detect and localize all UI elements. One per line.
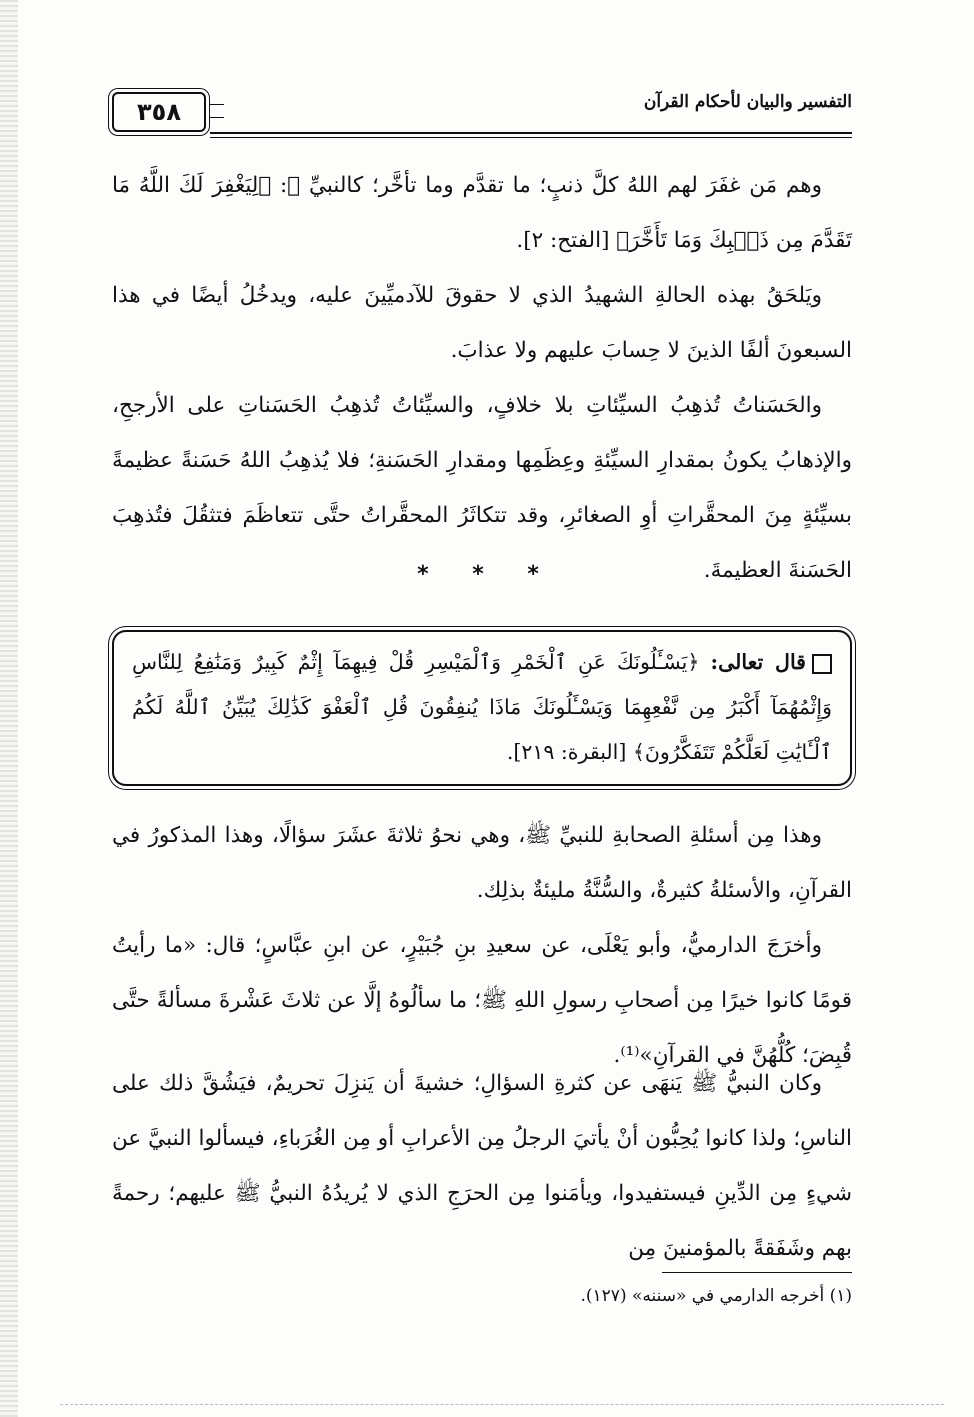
header-ornament [210, 104, 224, 118]
ornament-icon [812, 654, 832, 674]
paragraph-text: والحَسَناتُ تُذهِبُ السيِّئاتِ بلا خلافٍ، والسيِّئاتُ تُذهِبُ الحَسَناتِ على الأرجحِ، والإذهابُ يكونُ بمقدارِ السيِّئةِ وعِظَمِها ومقدارِ الحَسَنةِ؛ فلا يُذهِبُ اللهُ حَسَنةً عظيمةً بسيِّئةٍ مِنَ المحقَّراتِ أوِ الصغائرِ، وقد تتكاثَرُ المحقَّراتُ حتَّى تتعاظَمَ فتثقُلَ فتُذهِبَ الحَسَنةَ العظيمةَ. [112, 393, 852, 583]
header-rule-thin [210, 137, 852, 138]
section-separator: * * * [417, 562, 557, 587]
paragraph-text: وكان النبيُّ ﷺ يَنهَى عن كثرةِ السؤالِ؛ خشيةَ أن يَنزِلَ تحريمٌ، فيَشُقَّ ذلك على الناسِ؛ ولذا كانوا يُحِبُّون أنْ يأتيَ الرجلُ مِن الأعرابِ أو مِن الغُرَباءِ، فيسألوا النبيَّ عن شيءٍ مِن الدِّينِ فيستفيدوا، ويأمَنوا مِن الحرَجِ الذي لا يُريدُهُ النبيُّ ﷺ عليهم؛ رحمةً بهم وشَفَقةً بالمؤمنينَ مِن [112, 1071, 852, 1261]
paragraph-4 [112, 808, 852, 918]
page-number: ٣٥٨ [112, 92, 206, 132]
paragraph-2 [112, 268, 852, 378]
paragraph-6 [112, 1056, 852, 1276]
book-title: التفسير والبيان لأحكام القرآن [643, 92, 852, 112]
verse-text: ﴿يَسْـَٔلُونَكَ عَنِ ٱلْخَمْرِ وَٱلْمَيْسِرِ قُلْ فِيهِمَآ إِثْمٌ كَبِيرٌ وَمَنَٰفِعُ لِلنَّاسِ وَإِثْمُهُمَآ أَكْبَرُ مِن نَّفْعِهِمَا وَيَسْـَٔلُونَكَ مَاذَا يُنفِقُونَ قُلِ ٱلْعَفْوَ كَذَٰلِكَ يُبَيِّنُ ٱللَّهُ لَكُمُ ٱلْـَٔايَٰتِ لَعَلَّكُمْ تَتَفَكَّرُونَ﴾ [البقرة: ٢١٩]. [132, 650, 832, 764]
scan-edge [0, 0, 18, 1417]
footnote-rule [662, 1272, 852, 1273]
header-rule [210, 132, 852, 134]
verse-box [112, 630, 852, 786]
page-header [112, 92, 852, 132]
footnote: (١) أخرجه الدارمي في «سننه» (١٢٧). [580, 1286, 852, 1306]
paragraph-1 [112, 158, 852, 268]
paragraph-text: وهم مَن غفَرَ لهم اللهُ كلَّ ذنبٍ؛ ما تقدَّم وما تأخَّر؛ كالنبيِّ ﷺ: ﴿لِيَغْفِرَ لَكَ اللَّهُ مَا تَقَدَّمَ مِن ذَنۢبِكَ وَمَا تَأَخَّرَ﴾ [الفتح: ٢]. [112, 173, 852, 253]
paragraph-text: ويَلحَقُ بهذه الحالةِ الشهيدُ الذي لا حقوقَ للآدميِّينَ عليه، ويدخُلُ أيضًا في هذا السبعونَ ألفًا الذينَ لا حِسابَ عليهم ولا عذابَ. [112, 283, 852, 363]
scan-edge-bottom [60, 1404, 944, 1409]
paragraph-text: وهذا مِن أسئلةِ الصحابةِ للنبيِّ ﷺ، وهي نحوُ ثلاثةَ عشَرَ سؤالًا، وهذا المذكورُ في القرآنِ، والأسئلةُ كثيرةٌ، والسُّنَّةُ مليئةٌ بذلِك. [112, 823, 852, 903]
paragraph-text: وأخرَجَ الدارميُّ، وأبو يَعْلَى، عن سعيدِ بنِ جُبَيْرٍ، عن ابنِ عبَّاسٍ؛ قال: «ما رأيتُ قومًا كانوا خيرًا مِن أصحابِ رسولِ اللهِ ﷺ؛ ما سألُوهُ إلَّا عن ثلاثَ عَشْرةَ مسألةً حتَّى قُبِضَ؛ كُلُّهُنَّ في القرآنِ»⁽¹⁾. [112, 933, 852, 1068]
verse-lead: قال تعالى: [710, 650, 806, 674]
